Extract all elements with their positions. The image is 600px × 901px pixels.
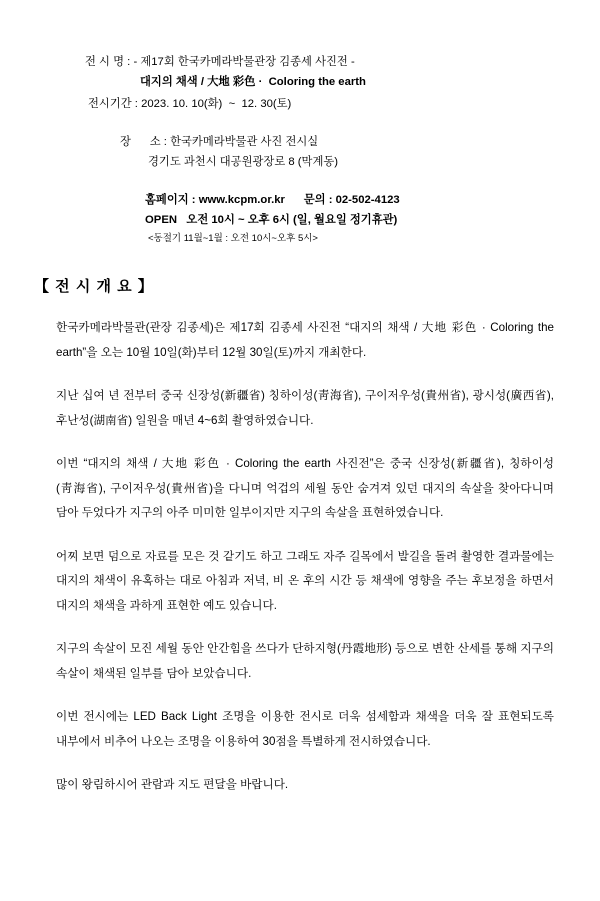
paragraph: 많이 왕림하시어 관람과 지도 편달을 바랍니다. xyxy=(56,778,289,791)
winter-hours-note: <동절기 11월~1월 : 오전 10시~오후 5시> xyxy=(148,233,318,244)
exhibition-place-label: 장 소 : xyxy=(120,136,171,148)
paragraph: 이번 전시에는 LED Back Light 조명을 이용한 전시로 더욱 섬세함과 채색을 더욱 잘 표현되도록 내부에서 비추어 나오는 조명을 이용하여 30점을 특별하게 전시하였습니다. xyxy=(56,710,554,748)
exhibition-place-value: 한국카메라박물관 사진 전시실 xyxy=(170,136,319,148)
paragraph: 한국카메라박물관(관장 김종세)은 제17회 김종세 사진전 “대지의 채색 / 大地 彩色 · Coloring the earth”을 오는 10월 10일(화)부터 12월 30일(토)까지 개최한다. xyxy=(56,321,554,359)
paragraph: 지구의 속살이 모진 세월 동안 안간힘을 쓰다가 단하지형(丹霞地形) 등으로 변한 산세를 통해 지구의 속살이 채색된 일부를 담아 보았습니다. xyxy=(56,642,554,680)
paragraph: 지난 십여 년 전부터 중국 신장성(新疆省) 칭하이성(靑海省), 구이저우성(貴州省), 광시성(廣西省), 후난성(湖南省) 일원을 매년 4~6회 촬영하였습니다. xyxy=(56,389,554,427)
exhibition-period: 전시기간 : 2023. 10. 10(화) ~ 12. 30(토) xyxy=(88,98,292,110)
exhibition-overview-body xyxy=(0,316,600,798)
exhibition-title-value: - 제17회 한국카메라박물관장 김종세 사진전 - xyxy=(133,56,355,68)
exhibition-title-line xyxy=(0,52,600,72)
contact-line: 홈페이지 : www.kcpm.or.kr 문의 : 02-502-4123 xyxy=(145,194,400,206)
exhibition-place-line xyxy=(0,132,600,152)
exhibition-address: 경기도 과천시 대공원광장로 8 (막계동) xyxy=(148,156,339,168)
exhibition-header xyxy=(0,52,600,248)
exhibition-title-label: 전 시 명 : xyxy=(85,56,134,68)
document-page xyxy=(0,52,600,901)
exhibition-subtitle: 대지의 채색 / 大地 彩色 · Coloring the earth xyxy=(140,76,366,88)
paragraph: 어찌 보면 덤으로 자료를 모은 것 같기도 하고 그래도 자주 길목에서 발길을 돌려 촬영한 결과물에는 대지의 채색이 유혹하는 대로 아침과 저녁, 비 온 후의 시간 등 채색에 영향을 주는 후보정을 하면서 대지의 채색을 과하게 표현한 예도 있습니다. xyxy=(56,549,554,612)
section-title: 【 전 시 개 요 】 xyxy=(34,278,154,295)
paragraph: 이번 “대지의 채색 / 大地 彩色 · Coloring the earth 사진전”은 중국 신장성(新疆省), 칭하이성(靑海省), 구이저우성(貴州省)을 다니며 억겁의 세월 동안 숨겨져 있던 대지의 속살을 찾아다니며 담아 두었다가 지구의 아주 미미한 일부이지만 지구의 속살을 표현하였습니다. xyxy=(56,457,554,519)
open-hours-line: OPEN 오전 10시 ~ 오후 6시 (일, 월요일 정기휴관) xyxy=(145,214,398,226)
